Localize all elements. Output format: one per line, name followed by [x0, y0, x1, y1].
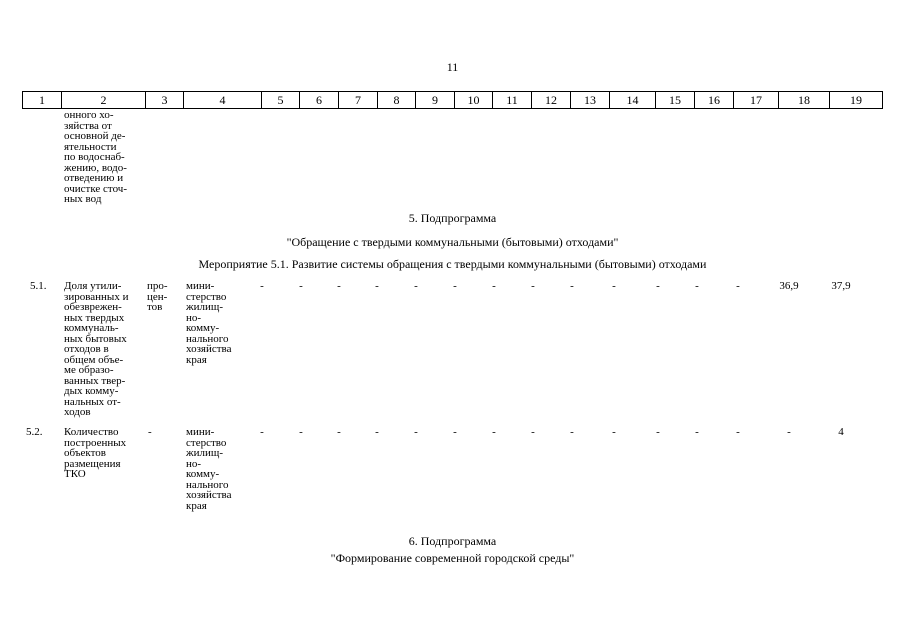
page-number: 11 — [446, 60, 459, 74]
column-header: 13 — [571, 92, 610, 109]
column-header: 2 — [62, 92, 146, 109]
indicator-name: Количество построенных объектов размещения ТКО — [64, 426, 127, 480]
executor: мини- стерство жилищ- но- комму- нального хозяйства края — [186, 280, 232, 366]
value-cell: - — [736, 426, 740, 438]
value-cell: - — [337, 426, 341, 438]
measure-5-1: Мероприятие 5.1. Развитие системы обращения с твердыми коммунальными (бытовыми) отходами — [198, 257, 707, 271]
value-cell: - — [570, 426, 574, 438]
value-cell: - — [531, 426, 535, 438]
value-cell: - — [492, 280, 496, 292]
column-header: 16 — [695, 92, 734, 109]
column-header: 9 — [416, 92, 455, 109]
column-header: 4 — [184, 92, 262, 109]
value-cell: - — [337, 280, 341, 292]
column-header: 3 — [146, 92, 184, 109]
continuation-text: онного хо- зяйства от основной де- ятельности по водоснаб- жению, водо- отведению и очистке сточ- ных вод — [64, 109, 127, 205]
value-cell: - — [787, 426, 791, 438]
value-cell: - — [260, 426, 264, 438]
column-header: 6 — [300, 92, 339, 109]
value-cell: - — [612, 280, 616, 292]
value-cell: - — [414, 426, 418, 438]
value-cell: - — [695, 426, 699, 438]
subprogram-5-name: "Обращение с твердыми коммунальными (бытовыми) отходами" — [286, 235, 619, 249]
value-cell: - — [736, 280, 740, 292]
subprogram-6-title: 6. Подпрограмма — [408, 534, 497, 548]
column-header: 18 — [779, 92, 830, 109]
column-header: 12 — [532, 92, 571, 109]
value-cell: - — [299, 426, 303, 438]
column-header: 19 — [830, 92, 883, 109]
value-cell: - — [414, 280, 418, 292]
value-cell: 37,9 — [831, 280, 851, 292]
column-header: 7 — [339, 92, 378, 109]
value-cell: - — [375, 280, 379, 292]
column-header: 1 — [23, 92, 62, 109]
column-header: 14 — [610, 92, 656, 109]
value-cell: - — [570, 280, 574, 292]
subprogram-5-title: 5. Подпрограмма — [408, 211, 497, 225]
column-header: 10 — [455, 92, 493, 109]
column-header: 17 — [734, 92, 779, 109]
executor: мини- стерство жилищ- но- комму- нального хозяйства края — [186, 426, 232, 512]
value-cell: - — [299, 280, 303, 292]
column-header: 15 — [656, 92, 695, 109]
value-cell: 4 — [838, 426, 844, 438]
value-cell: - — [531, 280, 535, 292]
column-header: 11 — [493, 92, 532, 109]
unit: про- цен- тов — [147, 280, 168, 313]
value-cell: - — [656, 280, 660, 292]
value-cell: - — [695, 280, 699, 292]
column-header: 5 — [262, 92, 300, 109]
indicator-name: Доля утили- зированных и обезврежен- ных твердых коммуналь- ных бытовых отходов в общем объе- ме образо- ванных твер- дых комму- нальных от- ходов — [64, 280, 129, 418]
row-number: 5.2. — [26, 426, 43, 438]
unit: - — [148, 426, 152, 438]
value-cell: - — [453, 426, 457, 438]
value-cell: - — [656, 426, 660, 438]
value-cell: 36,9 — [779, 280, 799, 292]
table-header — [22, 91, 883, 109]
column-header: 8 — [378, 92, 416, 109]
value-cell: - — [453, 280, 457, 292]
value-cell: - — [492, 426, 496, 438]
value-cell: - — [612, 426, 616, 438]
value-cell: - — [260, 280, 264, 292]
subprogram-6-name: "Формирование современной городской среды" — [330, 551, 575, 565]
value-cell: - — [375, 426, 379, 438]
row-number: 5.1. — [30, 280, 47, 292]
